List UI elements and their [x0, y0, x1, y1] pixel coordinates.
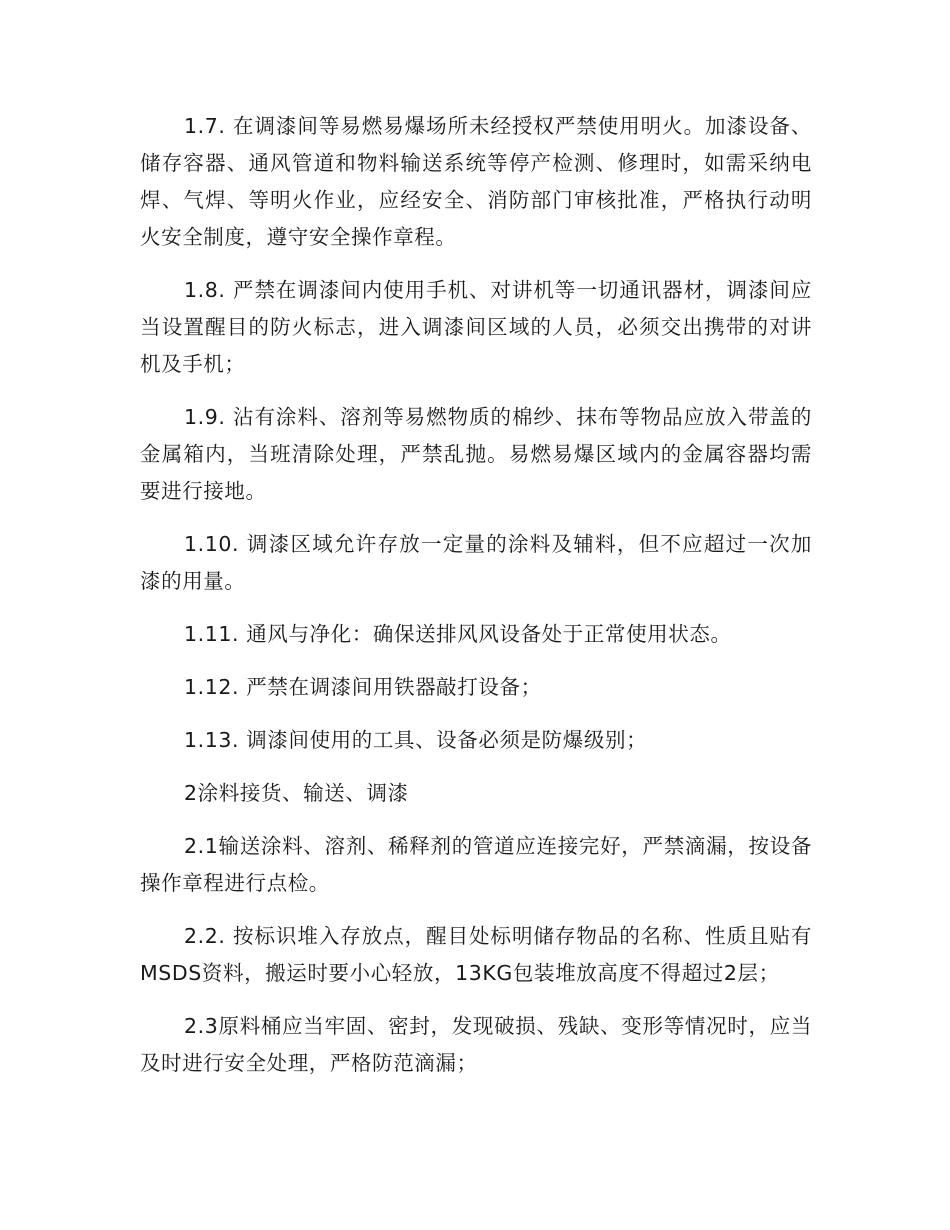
section-heading-2: 2涂料接货、输送、调漆 [184, 781, 409, 805]
paragraph-1-7: 1.7. 在调漆间等易燃易爆场所未经授权严禁使用明火。加漆设备、储存容器、通风管道和物料输送系统等停产检测、修理时，如需采纳电焊、气焊、等明火作业，应经安全、消防部门审核批准，严格执行动明火安全制度，遵守安全操作章程。 [140, 114, 812, 249]
paragraph-1-13: 1.13. 调漆间使用的工具、设备必须是防爆级别； [184, 728, 648, 752]
paragraph-2-1: 2.1输送涂料、溶剂、稀释剂的管道应连接完好，严禁滴漏，按设备操作章程进行点检。 [140, 834, 812, 895]
paragraph-1-12: 1.12. 严禁在调漆间用铁器敲打设备； [184, 675, 542, 699]
paragraph-1-11: 1.11. 通风与净化：确保送排风风设备处于正常使用状态。 [184, 622, 732, 646]
paragraph-1-8: 1.8. 严禁在调漆间内使用手机、对讲机等一切通讯器材，调漆间应当设置醒目的防火标志，进入调漆间区域的人员，必须交出携带的对讲机及手机； [140, 278, 812, 376]
paragraph-2-2: 2.2. 按标识堆入存放点，醒目处标明储存物品的名称、性质且贴有MSDS资料，搬运时要小心轻放，13KG包装堆放高度不得超过2层； [140, 924, 812, 985]
document-body [140, 108, 812, 1098]
paragraph-1-9: 1.9. 沾有涂料、溶剂等易燃物质的棉纱、抹布等物品应放入带盖的金属箱内，当班清除处理，严禁乱抛。易燃易爆区域内的金属容器均需要进行接地。 [140, 405, 812, 503]
paragraph-1-10: 1.10. 调漆区域允许存放一定量的涂料及辅料，但不应超过一次加漆的用量。 [140, 532, 812, 593]
paragraph-2-3: 2.3原料桶应当牢固、密封，发现破损、残缺、变形等情况时，应当及时进行安全处理，严格防范滴漏； [140, 1014, 812, 1075]
